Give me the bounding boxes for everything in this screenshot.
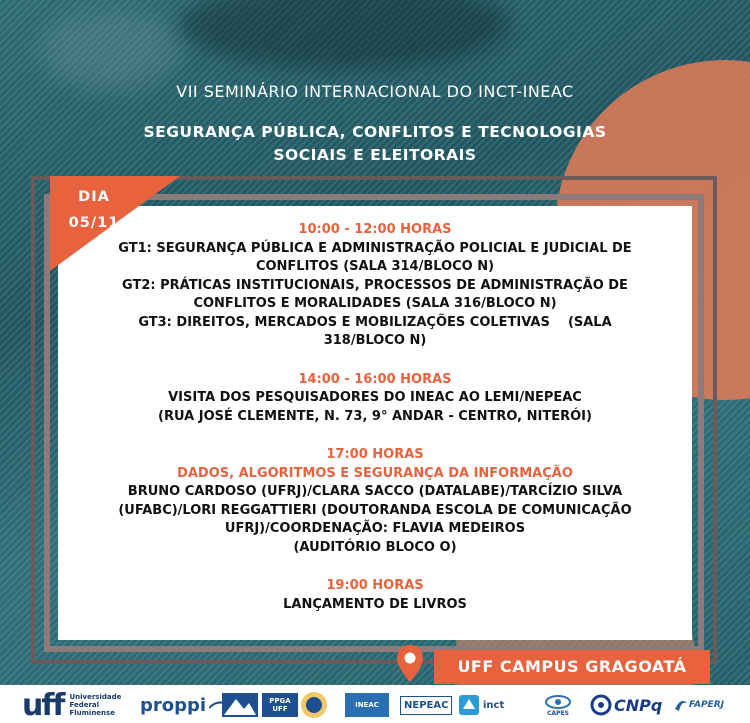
day-word: DIA (78, 189, 110, 205)
inct-label: inct (483, 699, 505, 711)
schedule-time: 19:00 HORAS (326, 578, 424, 593)
title-line: SEGURANÇA PÚBLICA, CONFLITOS E TECNOLOGIAS (143, 123, 607, 141)
schedule-time: 14:00 - 16:00 HORAS (298, 371, 452, 387)
schedule-block (90, 221, 660, 351)
day-date: 05/11 (68, 215, 120, 231)
schedule-block (90, 371, 660, 427)
sponsor-logos (0, 688, 750, 722)
cnpq-symbol-icon (590, 694, 612, 716)
nepeac-logo (400, 688, 452, 722)
proppi-logo (140, 688, 229, 722)
inct-logo (458, 688, 504, 722)
faperj-swirl-icon (673, 697, 689, 713)
schedule-block (90, 446, 660, 557)
event-title (90, 121, 660, 167)
schedule-line: (UFABC)/LORI REGGATTIERI (DOUTORANDA ESCOLA DE COMUNICAÇÃO (118, 502, 632, 518)
inct-icon (458, 694, 480, 716)
uff-name-line: Universidade (69, 693, 122, 701)
schedule-line: BRUNO CARDOSO (UFRJ)/CLARA SACCO (DATALABE)/TARCÍZIO SILVA (127, 484, 623, 499)
title-line: SOCIAIS E ELEITORAIS (273, 146, 477, 164)
uff-mark: uff (22, 687, 64, 723)
capes-label: CAPES (547, 709, 569, 717)
capes-logo (545, 688, 571, 722)
cnpq-logo (590, 688, 662, 722)
ppga-uff-logo (222, 688, 298, 722)
schedule-line: CONFLITOS E MORALIDADES (SALA 316/BLOCO N) (193, 296, 557, 311)
proppi-wordmark: proppi (140, 694, 207, 716)
location-badge: UFF CAMPUS GRAGOATÁ (434, 650, 710, 684)
cnpq-wordmark: CNPq (614, 695, 663, 715)
inct-ineac-logo (345, 688, 389, 722)
uff-name-line: Federal (69, 701, 100, 709)
schedule-time: 17:00 HORAS (326, 447, 424, 462)
seal-logo (300, 688, 328, 722)
inct-ineac-label: INEAC (345, 693, 389, 717)
schedule-line: (RUA JOSÉ CLEMENTE, N. 73, 9° ANDAR - CENTRO, NITERÓI) (158, 408, 592, 424)
schedule-content (90, 221, 660, 614)
schedule-line: (AUDITÓRIO BLOCO O) (293, 539, 457, 555)
ppga-line: PPGA (269, 697, 291, 705)
schedule-block (90, 577, 660, 614)
nepeac-label: NEPEAC (400, 696, 452, 715)
schedule-line: CONFLITOS (SALA 314/BLOCO N) (255, 259, 495, 274)
seal-icon (300, 691, 328, 719)
uff-name (69, 693, 121, 717)
faperj-logo (673, 688, 724, 722)
uff-name-line: Fluminense (69, 709, 115, 717)
uff-logo (22, 688, 121, 722)
background-stain (40, 10, 180, 90)
schedule-line: 318/BLOCO N) (323, 333, 427, 348)
ppga-label (262, 693, 298, 717)
schedule-time: 10:00 - 12:00 HORAS (298, 222, 452, 237)
schedule-subtitle: DADOS, ALGORITMOS E SEGURANÇA DA INFORMAÇÃO (177, 465, 573, 481)
location-pin-icon (395, 644, 425, 685)
schedule-line: VISITA DOS PESQUISADORES DO INEAC AO LEMI/NEPEAC (168, 390, 582, 405)
faperj-wordmark: FAPERJ (689, 700, 724, 710)
ppga-line: UFF (272, 705, 288, 713)
schedule-line: LANÇAMENTO DE LIVROS (283, 596, 467, 612)
event-kicker: VII SEMINÁRIO INTERNACIONAL DO INCT-INEAC (176, 82, 574, 101)
background-stain (180, 0, 510, 70)
ppga-mountain-icon (222, 693, 258, 717)
schedule-line: GT1: SEGURANÇA PÚBLICA E ADMINISTRAÇÃO POLICIAL E JUDICIAL DE (118, 240, 632, 256)
schedule-line: GT2: PRÁTICAS INSTITUCIONAIS, PROCESSOS DE ADMINISTRAÇÃO DE (122, 277, 628, 293)
schedule-line: GT3: DIREITOS, MERCADOS E MOBILIZAÇÕES COLETIVAS (SALA (138, 314, 612, 330)
capes-eye-icon (545, 694, 571, 710)
schedule-line: UFRJ)/COORDENAÇÃO: FLAVIA MEDEIROS (224, 521, 526, 536)
